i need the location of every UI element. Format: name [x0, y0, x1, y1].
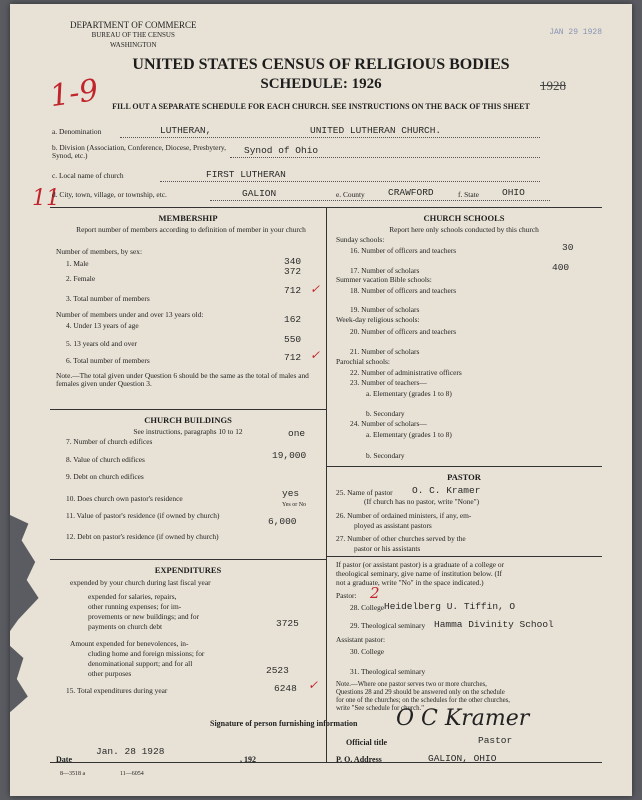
grad-line-b: theological seminary, give name of institution below. (If [336, 569, 502, 578]
assistant-subheading: Assistant pastor: [336, 635, 386, 644]
q26-line-a: 26. Number of ordained ministers, if any, em- [336, 511, 472, 520]
schools-subheading: Report here only schools conducted by this church [389, 225, 539, 234]
grad-line-a: If pastor (or assistant pastor) is a graduate of a college or [336, 560, 505, 569]
q21-label: 21. Number of scholars [350, 347, 420, 356]
expenditures-subheading: expended by your church during last fiscal year [70, 578, 211, 587]
pastor-note-b: Questions 28 and 29 should be answered only on the schedule [336, 689, 505, 696]
q24-label: 24. Number of scholars— [350, 419, 427, 428]
bureau-name: BUREAU OF THE CENSUS [91, 31, 175, 39]
q24b-label: b. Secondary [366, 451, 405, 460]
q14-line-a: Amount expended for benevolences, in- [70, 639, 189, 648]
handwritten-pastor-mark: 2 [370, 584, 380, 602]
q22-label: 22. Number of administrative officers [350, 368, 462, 377]
q13-line-a: expended for salaries, repairs, [88, 592, 177, 601]
q25-value: O. C. Kramer [412, 485, 481, 496]
pastor-note-c: for one of the churches; on the schedules for the other churches, [336, 697, 511, 704]
date-label: Date [56, 755, 72, 764]
q19-label: 19. Number of scholars [350, 305, 420, 314]
date-suffix: , 192 [240, 755, 256, 764]
membership-heading: MEMBERSHIP [158, 213, 218, 223]
division-value: Synod of Ohio [244, 145, 319, 156]
form-number: 8—3518 a [60, 771, 86, 777]
q23a-label: a. Elementary (grades 1 to 8) [366, 389, 452, 398]
q26-line-b: ployed as assistant pastors [354, 521, 432, 530]
q23-label: 23. Number of teachers— [350, 378, 427, 387]
q11-value: 6,000 [268, 516, 297, 527]
city-label: d. City, town, village, or township, etc. [52, 190, 167, 199]
q3-label: 3. Total number of members [66, 294, 150, 303]
q2-label: 2. Female [66, 274, 96, 283]
denomination-value-2: UNITED LUTHERAN CHURCH. [310, 125, 442, 136]
q14-value: 2523 [266, 665, 289, 676]
q30-label: 30. College [350, 647, 385, 656]
expenditures-heading: EXPENDITURES [154, 565, 222, 575]
age-label: Number of members under and over 13 years old: [56, 310, 204, 319]
struck-year: 1928 [540, 78, 566, 93]
print-number: 11—6054 [120, 771, 144, 777]
signature-label: Signature of person furnishing information [210, 719, 358, 728]
q12-label: 12. Debt on pastor's residence (if owned by church) [66, 532, 219, 541]
q1-label: 1. Male [66, 259, 89, 268]
q8-label: 8. Value of church edifices [66, 455, 145, 464]
checkmark-icon: ✓ [310, 348, 321, 362]
handwritten-mark-top: 1-9 [47, 72, 101, 115]
q17-label: 17. Number of scholars [350, 266, 420, 275]
q25-label: 25. Name of pastor [336, 488, 393, 497]
summer-label: Summer vacation Bible schools: [336, 275, 432, 284]
membership-note: Note.—The total given under Question 6 should be the same as the total of males and females given under Question 3. [56, 371, 309, 388]
q27-line-a: 27. Number of other churches served by the [336, 534, 466, 543]
pastor-subheading: Pastor: [336, 591, 357, 600]
q11-label: 11. Value of pastor's residence (if owned by church) [66, 511, 220, 520]
q13-value: 3725 [276, 618, 299, 629]
official-title-value: Pastor [478, 735, 513, 746]
q8-value: 19,000 [272, 450, 307, 461]
membership-subheading: Report number of members according to definition of member in your church [76, 225, 306, 234]
county-label: e. County [336, 190, 365, 199]
q3-value: 712 [284, 285, 302, 296]
q25-note: (If church has no pastor, write "None") [364, 497, 480, 506]
q13-line-c: provements or new buildings; and for [88, 612, 200, 621]
received-stamp: JAN 29 1928 [549, 28, 602, 37]
checkmark-icon: ✓ [310, 282, 321, 296]
q16-label: 16. Number of officers and teachers [350, 246, 457, 255]
q4-label: 4. Under 13 years of age [66, 321, 139, 330]
q29-label: 29. Theological seminary [350, 621, 426, 630]
q13-line-b: other running expenses; for im- [88, 602, 182, 611]
schools-heading: CHURCH SCHOOLS [423, 213, 505, 223]
q14-line-d: other purposes [88, 669, 132, 678]
signature: O C Kramer [396, 706, 530, 731]
q6-label: 6. Total number of members [66, 356, 150, 365]
denomination-value: LUTHERAN, [160, 125, 212, 136]
q27-line-b: pastor or his assistants [354, 544, 421, 553]
state-label: f. State [458, 190, 479, 199]
form-title: UNITED STATES CENSUS OF RELIGIOUS BODIES [132, 56, 510, 73]
q16-value: 30 [562, 242, 574, 253]
division-label: b. Division (Association, Conference, Diocese, Presbytery, Synod, etc.) [52, 143, 226, 160]
q17-value: 400 [552, 262, 570, 273]
fill-instruction: FILL OUT A SEPARATE SCHEDULE FOR EACH CHURCH. SEE INSTRUCTIONS ON THE BACK OF THIS SHEET [112, 102, 530, 111]
q20-label: 20. Number of officers and teachers [350, 327, 457, 336]
q1-value: 340 [284, 256, 302, 267]
q28-value: Heidelberg U. Tiffin, O [384, 601, 516, 612]
q14-line-b: cluding home and foreign missions; for [88, 649, 205, 658]
q18-label: 18. Number of officers and teachers [350, 286, 457, 295]
q31-label: 31. Theological seminary [350, 667, 426, 676]
q14-line-c: denominational support; and for all [88, 659, 193, 668]
schedule-title: SCHEDULE: 1926 [260, 76, 382, 92]
department-heading [70, 20, 196, 50]
q5-label: 5. 13 years old and over [66, 339, 138, 348]
official-title-label: Official title [346, 738, 388, 747]
q4-value: 162 [284, 314, 302, 325]
q28-label: 28. College [350, 603, 385, 612]
denomination-label: a. Denomination [52, 127, 102, 136]
q6-value: 712 [284, 352, 302, 363]
grad-line-c: not a graduate, write "No" in the space indicated.) [336, 578, 484, 587]
q15-value: 6248 [274, 683, 297, 694]
state-value: OHIO [502, 187, 525, 198]
q15-label: 15. Total expenditures during year [66, 686, 168, 695]
pastor-heading: PASTOR [447, 472, 481, 482]
pastor-note-d: write "See schedule for church." [336, 705, 425, 712]
handwritten-mark-side: 11 [32, 186, 60, 211]
city-value: GALION [242, 188, 277, 199]
torn-edge-lower [10, 644, 30, 714]
q2-value: 372 [284, 266, 302, 277]
checkmark-icon: ✓ [308, 678, 319, 692]
q10-value: yes [282, 488, 300, 499]
weekday-label: Week-day religious schools: [336, 315, 420, 324]
q7-value: one [288, 428, 306, 439]
bureau-city: WASHINGTON [109, 41, 157, 49]
department-name: DEPARTMENT OF COMMERCE [70, 20, 197, 30]
pastor-note-a: Note.—Where one pastor serves two or more churches, [336, 681, 487, 688]
q7-label: 7. Number of church edifices [66, 437, 153, 446]
q23b-label: b. Secondary [366, 409, 405, 418]
q9-label: 9. Debt on church edifices [66, 472, 144, 481]
bottom-rule [50, 762, 602, 763]
county-value: CRAWFORD [388, 187, 434, 198]
q5-value: 550 [284, 334, 302, 345]
date-value: Jan. 28 1928 [96, 746, 165, 757]
local-name-value: FIRST LUTHERAN [206, 169, 286, 180]
address-label: P. O. Address [336, 755, 382, 764]
parochial-label: Parochial schools: [336, 357, 390, 366]
by-sex-label: Number of members, by sex: [56, 247, 142, 256]
buildings-heading: CHURCH BUILDINGS [144, 415, 232, 425]
torn-edge [10, 514, 42, 634]
q10-label: 10. Does church own pastor's residence [66, 494, 183, 503]
census-schedule-page [10, 4, 632, 796]
q29-value: Hamma Divinity School [434, 619, 554, 630]
local-name-label: c. Local name of church [52, 171, 124, 180]
address-value: GALION, OHIO [428, 753, 497, 764]
buildings-subheading: See instructions, paragraphs 10 to 12 [133, 427, 243, 436]
q24a-label: a. Elementary (grades 1 to 8) [366, 430, 452, 439]
sunday-label: Sunday schools: [336, 235, 385, 244]
q13-line-d: payments on church debt [88, 622, 163, 631]
yes-no-hint: Yes or No [282, 502, 307, 508]
